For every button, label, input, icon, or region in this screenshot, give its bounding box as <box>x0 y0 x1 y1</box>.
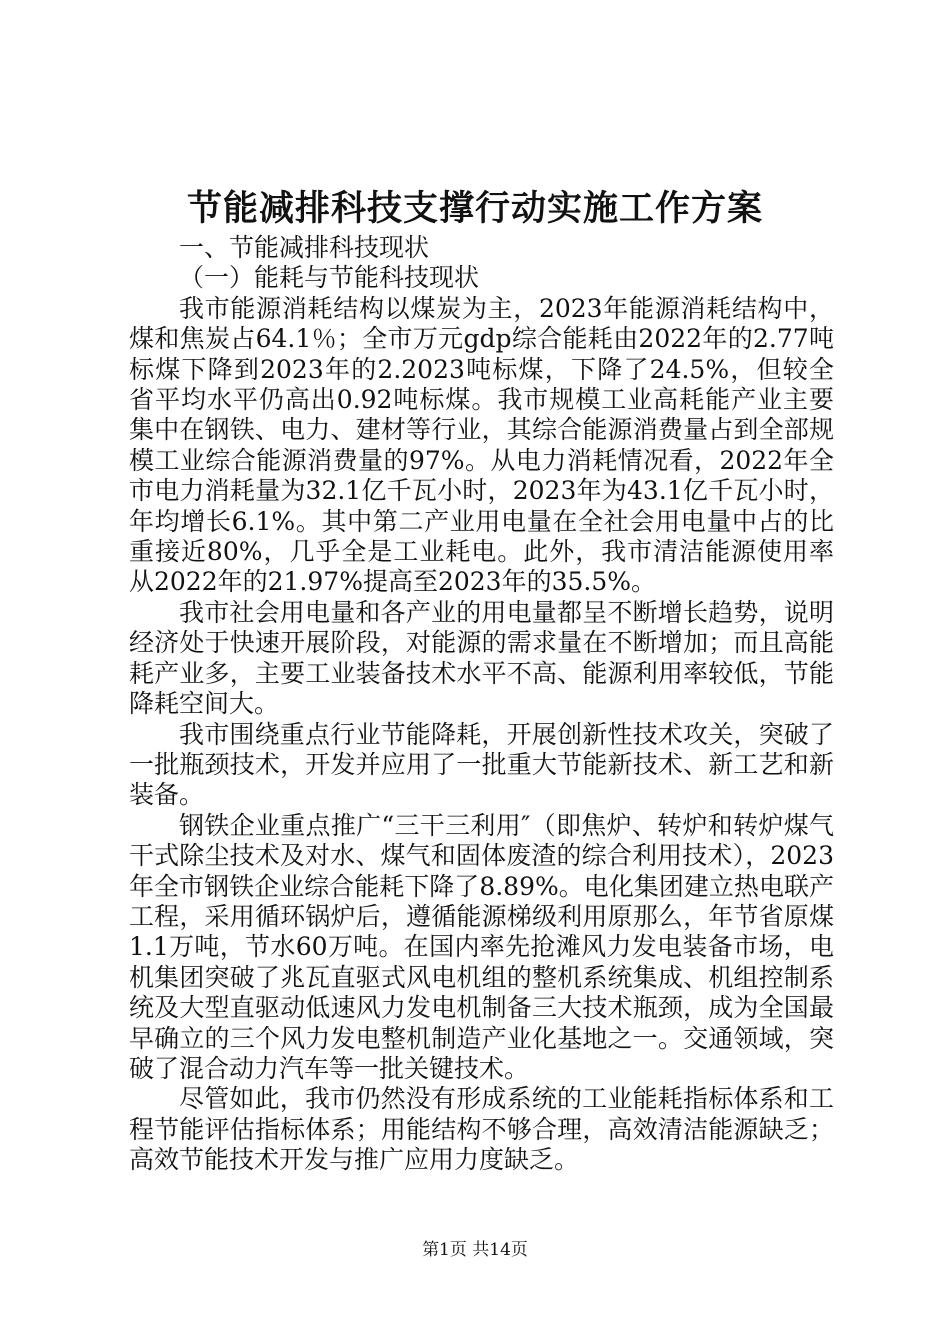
body-paragraph: 我市围绕重点行业节能降耗，开展创新性技术攻关，突破了一批瓶颈技术，开发并应用了一批重大节能新技术、新工艺和新装备。 <box>129 719 834 810</box>
body-paragraph: 我市能源消耗结构以煤炭为主，2023年能源消耗结构中，煤和焦炭占64.1％；全市万元gdp综合能耗由2022年的2.77吨标煤下降到2023年的2.2023吨标煤，下降了24.5%，但较全省平均水平仍高出0.92吨标煤。我市规模工业高耗能产业主要集中在钢铁、电力、建材等行业，其综合能源消费量占到全部规模工业综合能源消费量的97%。从电力消耗情况看，2022年全市电力消耗量为32.1亿千瓦小时，2023年为43.1亿千瓦小时，年均增长6.1%。其中第二产业用电量在全社会用电量中占的比重接近80%，几乎全是工业耗电。此外，我市清洁能源使用率从2022年的21.97%提高至2023年的35.5%。 <box>129 293 834 597</box>
page-footer <box>0 1238 950 1262</box>
body-paragraph: 尽管如此，我市仍然没有形成系统的工业能耗指标体系和工程节能评估指标体系；用能结构不够合理，高效清洁能源缺乏；高效节能技术开发与推广应用力度缺乏。 <box>129 1084 834 1175</box>
document-body <box>129 233 834 1176</box>
page-number: 第1页 <box>422 1240 467 1260</box>
section-heading: 一、节能减排科技现状 <box>179 233 430 262</box>
body-paragraph: 钢铁企业重点推广“三干三利用″（即焦炉、转炉和转炉煤气干式除尘技术及对水、煤气和固体废渣的综合利用技术），2023年全市钢铁企业综合能耗下降了8.89%。电化集团建立热电联产工程，采用循环锅炉后，遵循能源梯级利用原那么，年节省原煤1.1万吨，节水60万吨。在国内率先抢滩风力发电装备市场，电机集团突破了兆瓦直驱式风电机组的整机系统集成、机组控制系统及大型直驱动低速风力发电机制备三大技术瓶颈，成为全国最早确立的三个风力发电整机制造产业化基地之一。交通领域，突破了混合动力汽车等一批关键技术。 <box>129 810 834 1083</box>
total-pages: 共14页 <box>472 1240 528 1260</box>
body-paragraph: 我市社会用电量和各产业的用电量都呈不断增长趋势，说明经济处于快速开展阶段，对能源的需求量在不断增加；而且高能耗产业多，主要工业装备技术水平不高、能源利用率较低，节能降耗空间大。 <box>129 597 834 719</box>
subsection-heading: （一）能耗与节能科技现状 <box>179 263 480 293</box>
document-title: 节能减排科技支撑行动实施工作方案 <box>186 188 763 229</box>
